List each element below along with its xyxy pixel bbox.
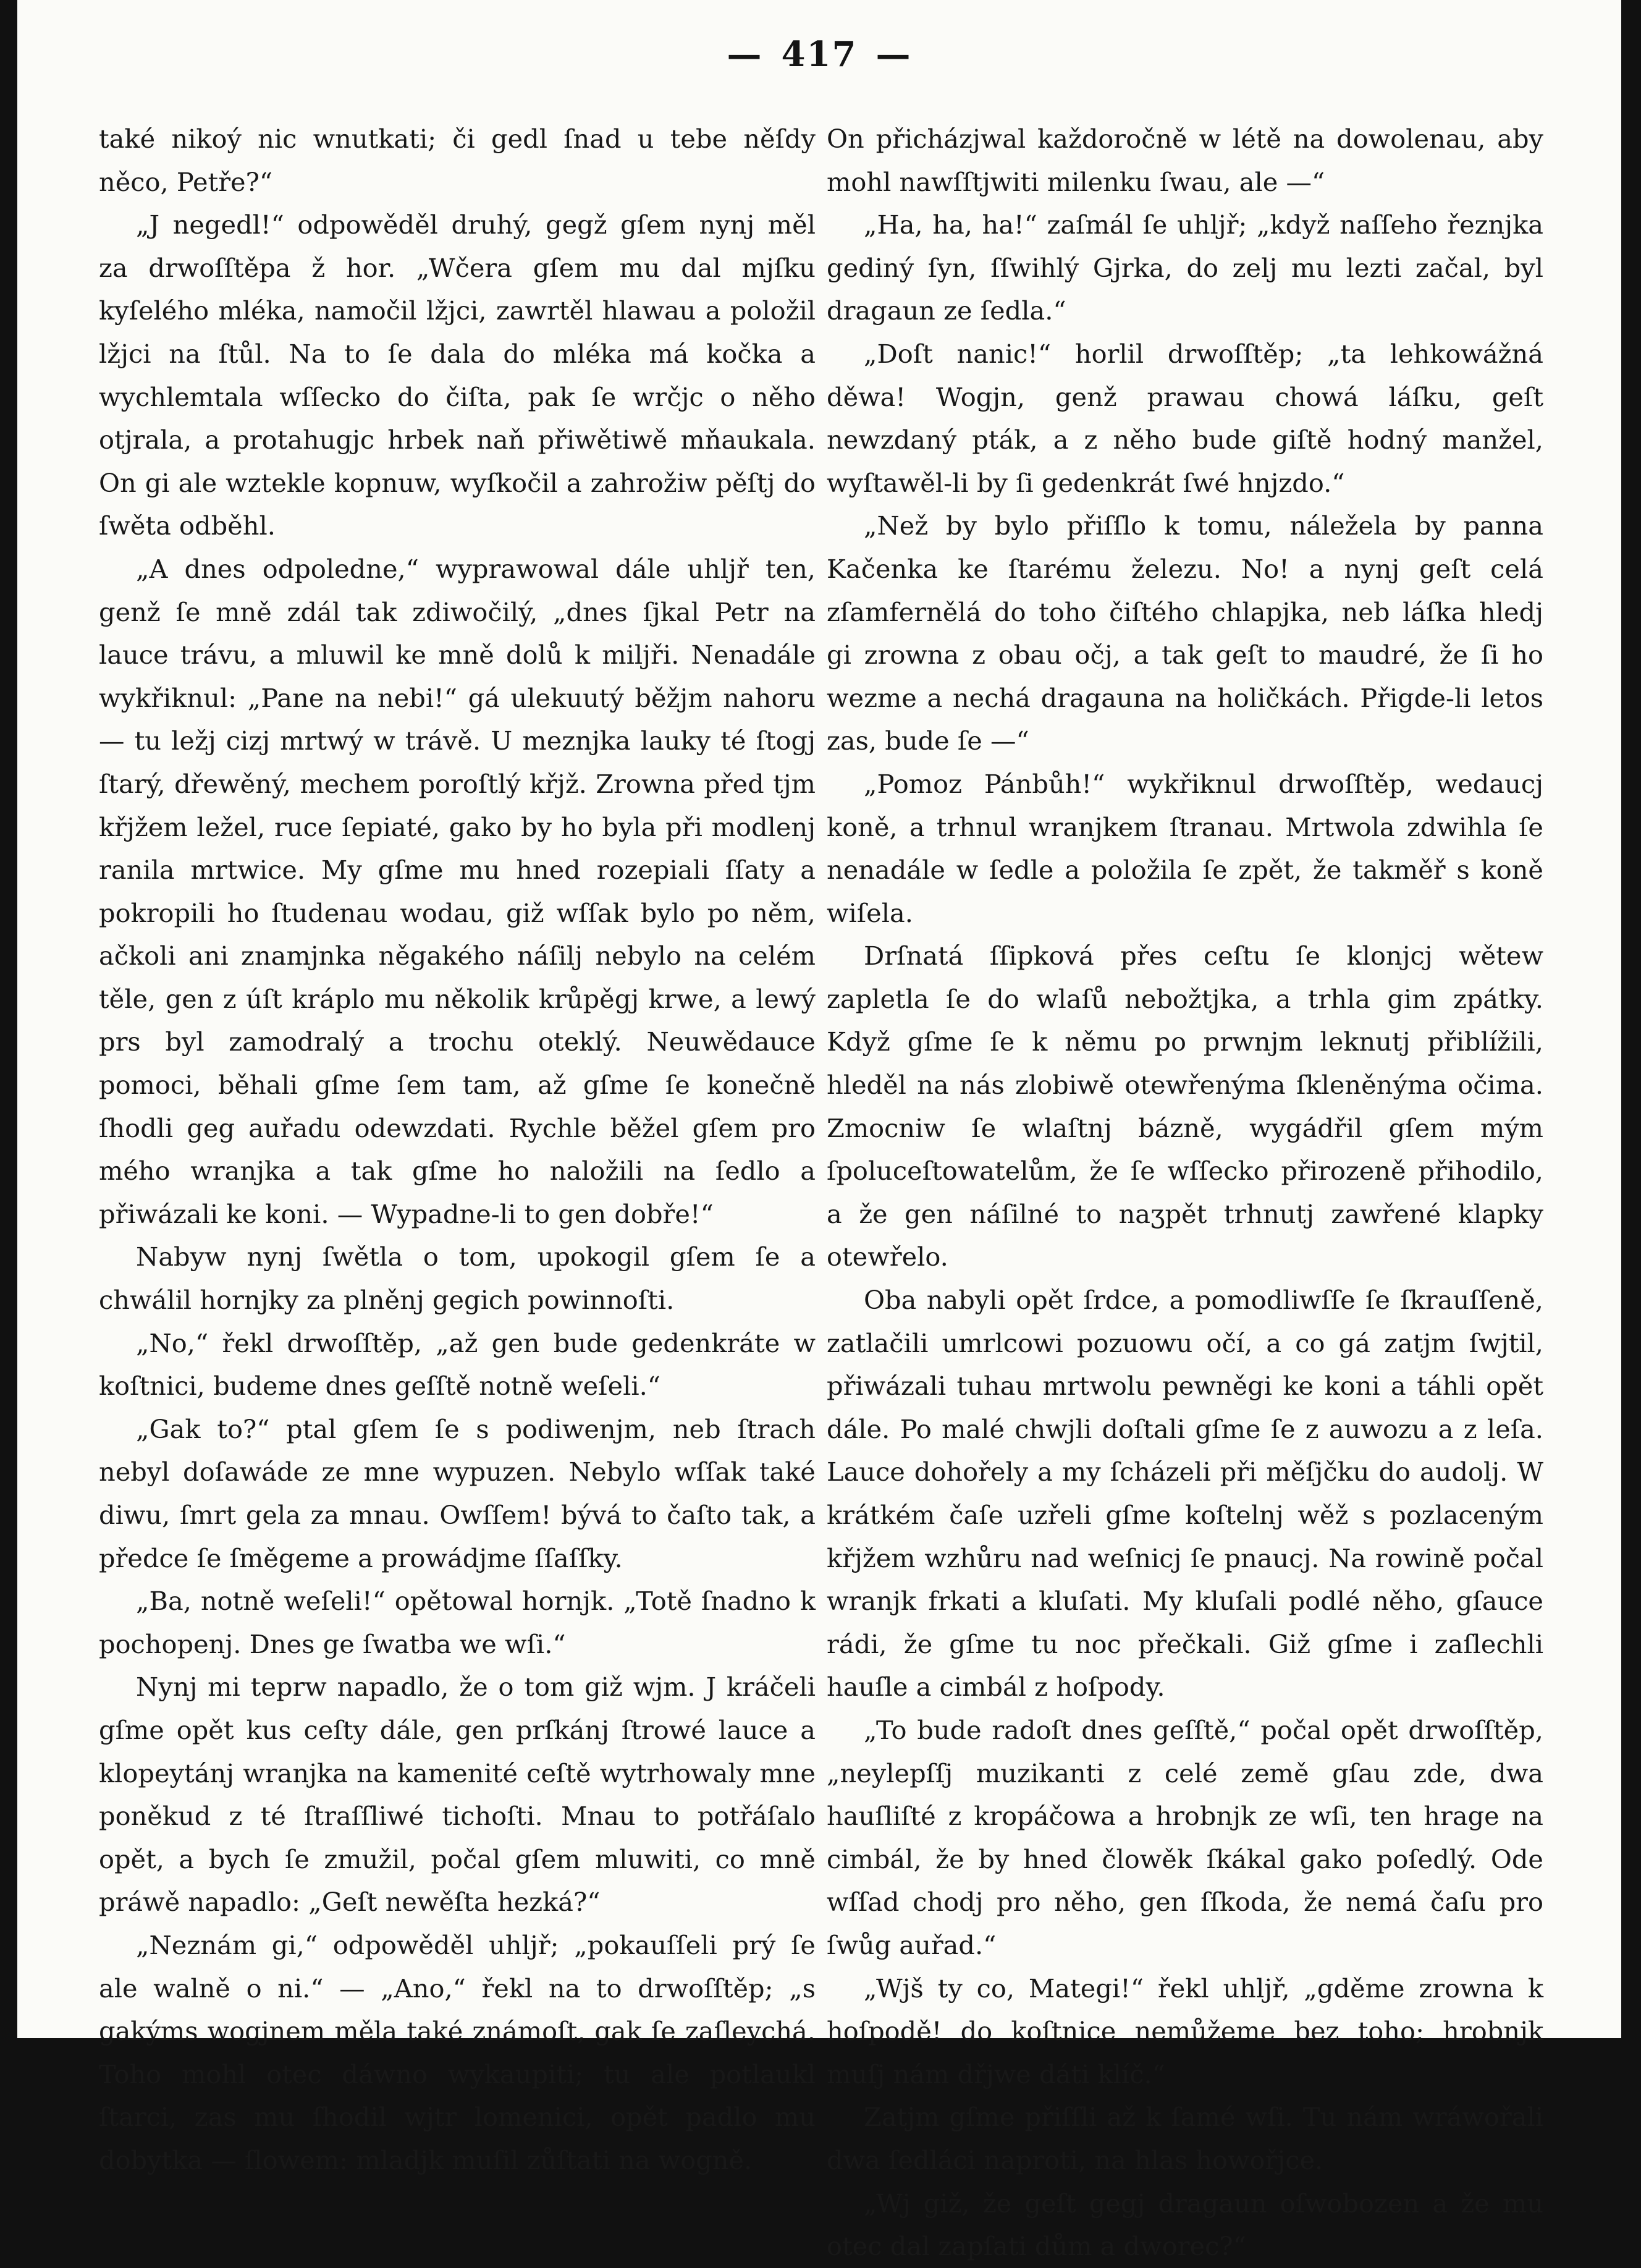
right-column <box>827 117 1543 2268</box>
page-header <box>17 34 1621 75</box>
paragraph: „Pomoz Pánbůh!“ wykřiknul drwoſſtěp, wedaucj koně, a trhnul wranjkem ſtranau. Mrtwola zdwihla ſe nenadále w ſedle a položila ſe zpět, že takměř s koně wiſela. <box>827 768 1543 928</box>
paragraph: Zatjm gſme přiſſli až k ſamé wſi. Tu nám wráwořali dwa ſedláci naproti, na hlas howořjce. <box>827 2102 1543 2175</box>
paragraph: „Ha, ha, ha!“ zaſmál ſe uhljř; „když naſſeho řeznjka gediný ſyn, ſſwihlý Gjrka, do zelj mu lezti začal, byl dragaun ze ſedla.“ <box>827 209 1543 326</box>
left-column <box>99 117 816 2182</box>
book-page <box>17 0 1621 2262</box>
paragraph: „Gak to?“ ptal gſem ſe s podiwenjm, neb ſtrach nebyl doſawáde ze mne wypuzen. Nebylo wſſak také diwu, ſmrt gela za mnau. Owſſem! bývá to čaſto tak, a předce ſe ſměgeme a prowádjme ſſaſſky. <box>99 1413 816 1573</box>
paragraph: „Doſt nanic!“ horlil drwoſſtěp; „ta lehkowážná děwa! Wogjn, genž prawau chowá láſku, geſt newzdaný pták, a z něho bude giſtě hodný manžel, wyſtawěl-li by ſi gedenkrát ſwé hnjzdo.“ <box>827 338 1543 498</box>
paragraph: „J negedl!“ odpowěděl druhý, gegž gſem nynj měl za drwoſſtěpa ž hor. „Wčera gſem mu dal mjſku kyſelého mléka, namočil lžjci, zawrtěl hlawau a položil lžjci na ſtůl. Na to ſe dala do mléka má kočka a wychlemtala wſſecko do čiſta, pak ſe wrčjc o něho otjrala, a protahugjc hrbek naň přiwětiwě mňaukala. On gi ale wztekle kopnuw, wyſkočil a zahrožiw pěſtj do ſwěta odběhl. <box>99 209 816 541</box>
paragraph: On přicházjwal každoročně w létě na dowolenau, aby mohl nawſſtjwiti milenku ſwau, ale —“ <box>827 124 1543 197</box>
paragraph: „Neznám gi,“ odpowěděl uhljř; „pokauſſeli prý ſe ale walně o ni.“ — „Ano,“ řekl na to drwoſſtěp; „s gakýms wogjnem měla také známoſt, gak ſe zaſleychá. Toho mohl otec dáwno wykaupiti; tu ale potlaukl ſtarci, zas mu ſhodil wjtr lomenici, opět padlo mu dobytka — ſlowem: mladjk muſil zůſtati na wogně. <box>99 1929 816 2175</box>
paragraph: Nynj mi teprw napadlo, že o tom giž wjm. J kráčeli gſme opět kus ceſty dále, gen prſkánj ſtrowé lauce a klopeytánj wranjka na kamenité ceſtě wytrhowaly mne poněkud z té ſtraſſliwé tichoſti. Mnau to potřáſalo opět, a bych ſe zmužil, počal gſem mluwiti, co mně práwě napadlo: „Geſt newěſta hezká?“ <box>99 1672 816 1918</box>
header-dash-right: — <box>875 34 912 75</box>
paragraph: „Wj giž, že geſt gegj dragaun oſwobozen a že mu otec dal zapſati dům a dworec?“ <box>827 2188 1543 2262</box>
page-number: 417 <box>781 34 858 75</box>
paragraph: „Ba, notně weſeli!“ opětowal hornjk. „Totě ſnadno k pochopenj. Dnes ge ſwatba we wſi.“ <box>99 1586 816 1659</box>
paragraph: „Wjš ty co, Mategi!“ řekl uhljř, „gděme zrowna k hoſpodě! do koſtnice nemůžeme bez toho; hrobnjk muſj nám dřjwe dáti klíč.“ <box>827 1973 1543 2089</box>
paragraph: „Než by bylo přiſſlo k tomu, náležela by panna Kačenka ke ſtarému železu. No! a nynj geſt celá zſamfernělá do toho čiſtého chlapjka, neb láſka hledj gi zrowna z obau očj, a tak geſt to maudré, že ſi ho wezme a nechá dragauna na holičkách. Přigde-li letos zas, bude ſe —“ <box>827 510 1543 756</box>
header-dash-left: — <box>727 34 763 75</box>
paragraph: Nabyw nynj ſwětla o tom, upokogil gſem ſe a chwálil hornjky za plněnj gegich powinnoſti. <box>99 1242 816 1316</box>
paragraph: „To bude radoſt dnes geſſtě,“ počal opět drwoſſtěp, „neylepſſj muzikanti z celé země gſau zde, dwa hauſliſté z kropáčowa a hrobnjk ze wſi, ten hrage na cimbál, že by hned člowěk ſkákal gako poſedlý. Ode wſſad chodj pro něho, gen ſſkoda, že nemá čaſu pro ſwůg auřad.“ <box>827 1714 1543 1960</box>
paragraph: „No,“ řekl drwoſſtěp, „až gen bude gedenkráte w koſtnici, budeme dnes geſſtě notně weſeli.“ <box>99 1327 816 1402</box>
paragraph: „A dnes odpoledne,“ wyprawowal dále uhljř ten, genž ſe mně zdál tak zdiwočilý, „dnes ſjkal Petr na lauce trávu, a mluwil ke mně dolů k miljři. Nenadále wykřiknul: „Pane na nebi!“ gá ulekuutý běžjm nahoru — tu ležj cizj mrtwý w trávě. U meznjka lauky té ſtogj ſtarý, dřewěný, mechem poroſtlý křjž. Zrowna před tjm křjžem ležel, ruce ſepiaté, gako by ho byla při modlenj ranila mrtwice. My gſme mu hned rozepiali ſſaty a pokropili ho ſtudenau wodau, giž wſſak bylo po něm, ačkoli ani znamjnka něgakého náſilj nebylo na celém těle, gen z úſt kráplo mu několik krůpěgj krwe, a lewý prs byl zamodralý a trochu oteklý. Neuwědauce pomoci, běhali gſme ſem tam, až gſme ſe konečně ſhodli geg auřadu odewzdati. Rychle běžel gſem pro mého wranjka a tak gſme ho naložili na ſedlo a přiwázali ke koni. — Wypadne-li to gen dobře!“ <box>99 553 816 1229</box>
paragraph: Drſnatá ſſipková přes ceſtu ſe klonjcj wětew zapletla ſe do wlaſů nebožtjka, a trhla gim zpátky. Když gſme ſe k němu po prwnjm leknutj přiblížili, hleděl na nás zlobiwě otewřenýma ſkleněnýma očima. Zmocniw ſe wlaſtnj bázně, wygádřil gſem mým ſpoluceſtowatelům, že ſe wſſecko přirozeně přihodilo, a že gen náſilné to naʒpět trhnutj zawřené klapky otewřelo. <box>827 941 1543 1272</box>
paragraph: Oba nabyli opět ſrdce, a pomodliwſſe ſe ſkrauſſeně, zatlačili umrlcowi pozuowu očí, a co gá zatjm ſwjtil, přiwázali tuhau mrtwolu pewněgi ke koni a táhli opět dále. Po malé chwjli doſtali gſme ſe z auwozu a z leſa. Lauce dohořely a my ſcházeli při měſjčku do audolj. W krátkém čaſe uzřeli gſme koſtelnj wěž s pozlaceným křjžem wzhůru nad weſnicj ſe pnaucj. Na rowině počal wranjk frkati a kluſati. My kluſali podlé něho, gſauce rádi, že gſme tu noc přečkali. Giž gſme i zaſlechli hauſle a cimbál z hoſpody. <box>827 1285 1543 1703</box>
paragraph: také nikoý nic wnutkati; či gedl ſnad u tebe něſdy něco, Petře?“ <box>99 124 816 197</box>
